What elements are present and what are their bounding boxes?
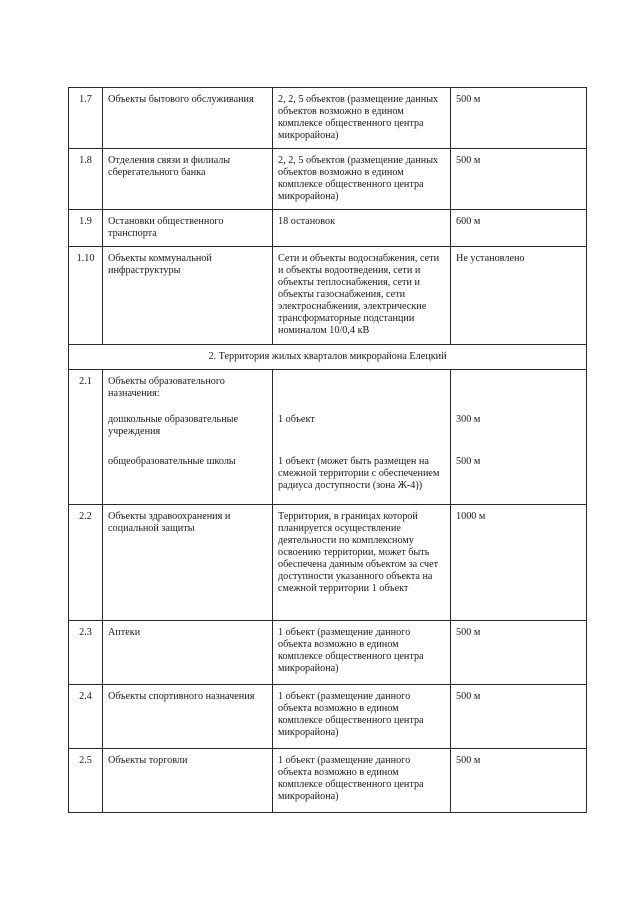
- facility-radius: 500 м: [451, 88, 587, 149]
- sub-facility-radius-school: 500 м: [456, 456, 481, 467]
- facility-radius: 500 м: [451, 749, 587, 813]
- facility-count: Территория, в границах которой планируется осуществление деятельности по комплексному освоению территории, может быть обеспечена данным объектом за счет доступности указанного объекта на смежной территории 1 объект: [273, 505, 451, 621]
- facility-name: Аптеки: [103, 621, 273, 685]
- facility-name-cell: [103, 370, 273, 505]
- sub-facility-radius-preschool: 300 м: [456, 414, 481, 425]
- table-row: [69, 749, 587, 813]
- facility-count-cell: [273, 370, 451, 505]
- table-row: [69, 370, 587, 505]
- facility-name: Объекты торговли: [103, 749, 273, 813]
- row-number: 2.5: [69, 749, 103, 813]
- facility-count: 18 остановок: [273, 210, 451, 247]
- facility-count: Сети и объекты водоснабжения, сети и объекты водоотведения, сети и объекты теплоснабжения, сети и объекты газоснабжения, сети электроснабжения, электрические трансформаторные подстанции номиналом 10/0,4 кВ: [273, 247, 451, 345]
- table-row: [69, 621, 587, 685]
- facility-count: 2, 2, 5 объектов (размещение данных объектов возможно в едином комплексе общественного центра микрорайона): [273, 88, 451, 149]
- facility-name: Объекты бытового обслуживания: [103, 88, 273, 149]
- section-header-row: [69, 345, 587, 370]
- row-number: 2.4: [69, 685, 103, 749]
- facility-name: Объекты образовательного назначения:: [108, 376, 225, 399]
- row-number: 2.1: [69, 370, 103, 505]
- sub-facility-count-preschool: 1 объект: [278, 414, 315, 425]
- facility-radius: 500 м: [451, 685, 587, 749]
- facility-radius: 500 м: [451, 621, 587, 685]
- facility-count: 2, 2, 5 объектов (размещение данных объектов возможно в едином комплексе общественного центра микрорайона): [273, 149, 451, 210]
- facility-name: Объекты спортивного назначения: [103, 685, 273, 749]
- facility-count: 1 объект (размещение данного объекта возможно в едином комплексе общественного центра микрорайона): [273, 685, 451, 749]
- facility-count: 1 объект (размещение данного объекта возможно в едином комплексе общественного центра микрорайона): [273, 749, 451, 813]
- row-number: 1.10: [69, 247, 103, 345]
- facility-name: Отделения связи и филиалы сберегательного банка: [103, 149, 273, 210]
- sub-facility-name-preschool: дошкольные образовательные учреждения: [108, 414, 239, 437]
- section-title: 2. Территория жилых кварталов микрорайона Елецкий: [69, 345, 587, 370]
- facility-radius: Не установлено: [451, 247, 587, 345]
- facilities-table: [68, 87, 587, 813]
- facility-radius: 1000 м: [451, 505, 587, 621]
- table-row: [69, 247, 587, 345]
- table-row: [69, 210, 587, 247]
- row-number: 1.9: [69, 210, 103, 247]
- row-number: 2.3: [69, 621, 103, 685]
- table-row: [69, 685, 587, 749]
- row-number: 1.7: [69, 88, 103, 149]
- facility-name: Объекты здравоохранения и социальной защиты: [103, 505, 273, 621]
- facility-name: Остановки общественного транспорта: [103, 210, 273, 247]
- table-row: [69, 149, 587, 210]
- row-number: 2.2: [69, 505, 103, 621]
- facility-radius: 600 м: [451, 210, 587, 247]
- table-row: [69, 505, 587, 621]
- sub-facility-count-school: 1 объект (может быть размещен на смежной территории с обеспечением радиуса доступности (зона Ж-4)): [278, 456, 440, 491]
- row-number: 1.8: [69, 149, 103, 210]
- facility-name: Объекты коммунальной инфраструктуры: [103, 247, 273, 345]
- facility-radius-cell: [451, 370, 587, 505]
- table-row: [69, 88, 587, 149]
- facility-count: 1 объект (размещение данного объекта возможно в едином комплексе общественного центра микрорайона): [273, 621, 451, 685]
- facility-radius: 500 м: [451, 149, 587, 210]
- sub-facility-name-school: общеобразовательные школы: [108, 456, 236, 467]
